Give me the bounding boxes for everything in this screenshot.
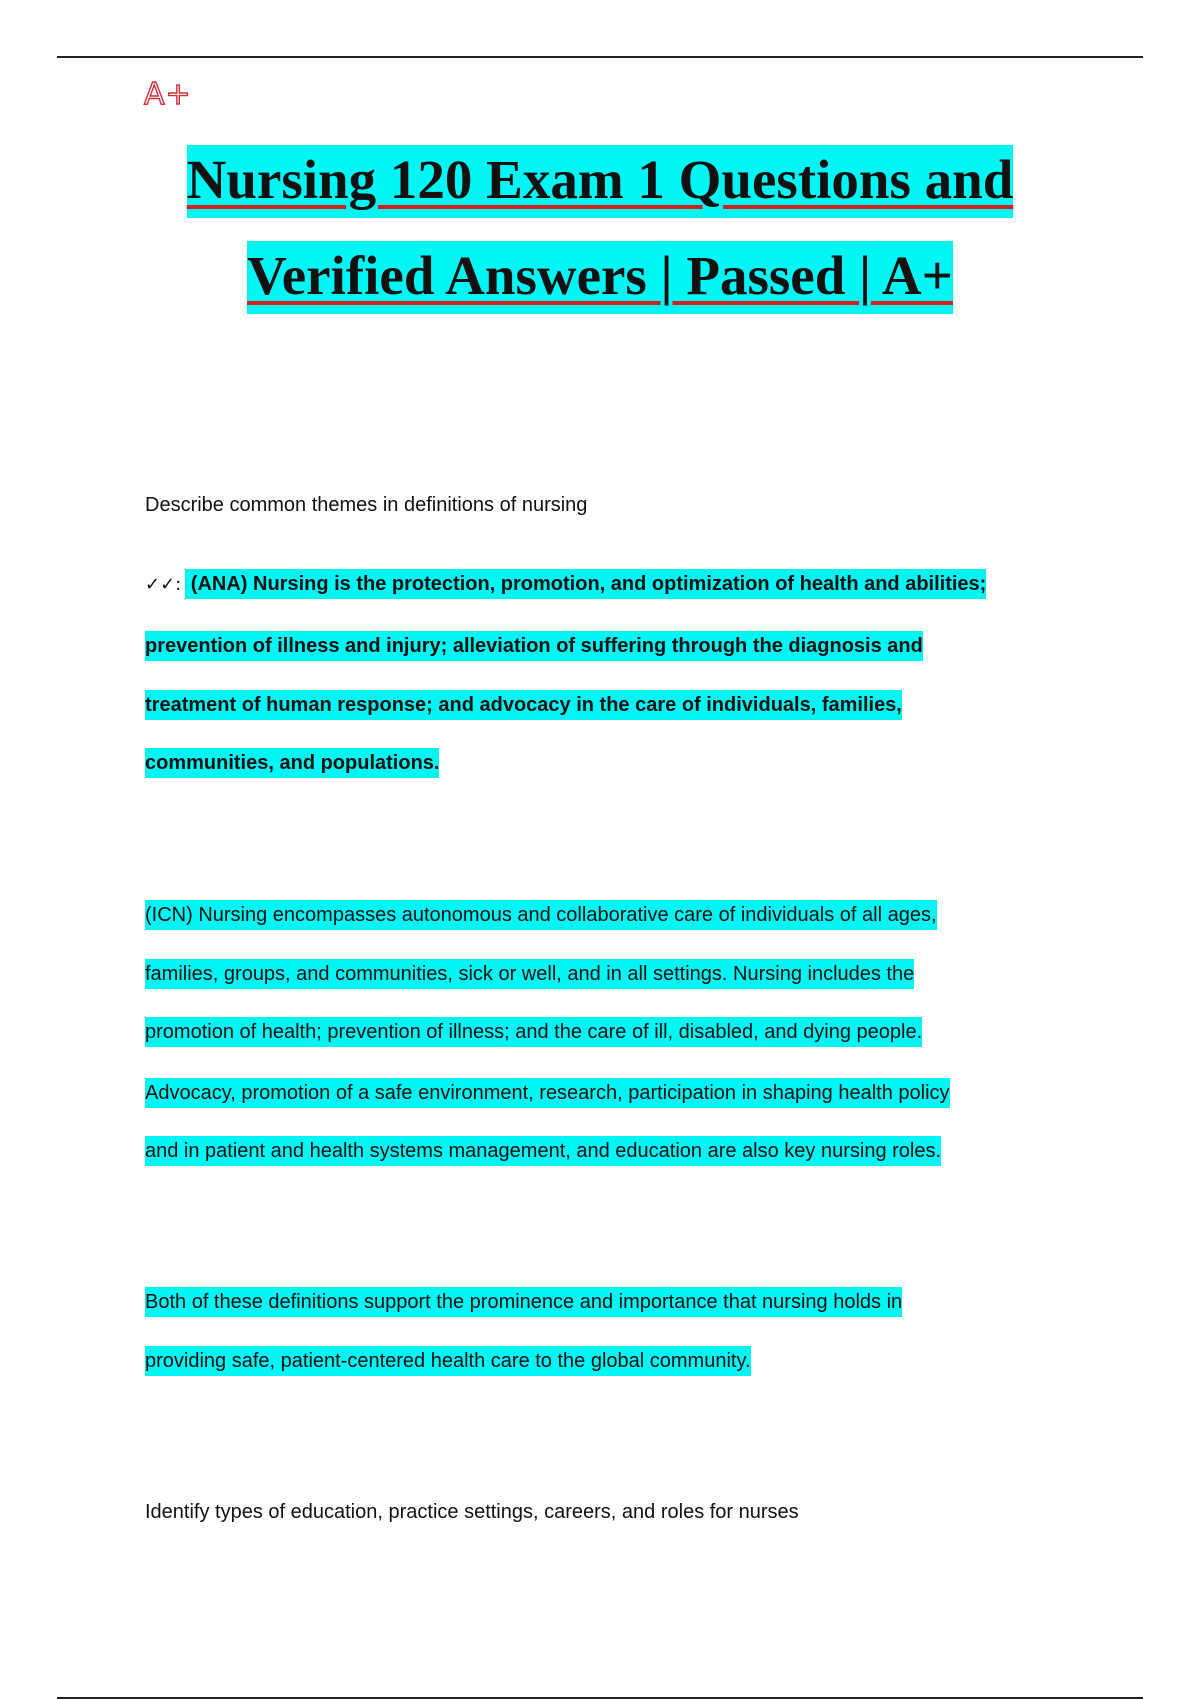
double-check-icon: ✓✓:: [145, 574, 182, 595]
answer-1-ana-line-2: [145, 634, 923, 658]
answer-1-icn-text: Advocacy, promotion of a safe environment, research, participation in shaping health policy: [145, 1078, 950, 1108]
answer-1-icn-text: families, groups, and communities, sick or well, and in all settings. Nursing includes the: [145, 959, 914, 989]
answer-1-summary-text: providing safe, patient-centered health care to the global community.: [145, 1346, 751, 1376]
answer-1-icn-line-5: [145, 1139, 941, 1163]
title-line-1-text: Nursing 120 Exam 1 Questions and: [187, 145, 1014, 218]
document-title-line-1: [0, 149, 1200, 210]
answer-1-icn-text: promotion of health; prevention of illness; and the care of ill, disabled, and dying people.: [145, 1017, 922, 1047]
answer-1-ana-line-1: [145, 572, 986, 597]
answer-1-ana-line-3: [145, 693, 902, 717]
answer-1-ana-text: prevention of illness and injury; alleviation of suffering through the diagnosis and: [145, 631, 923, 661]
answer-1-summary-line-1: [145, 1290, 902, 1314]
a-plus-logo: A+: [144, 77, 192, 112]
answer-1-summary-line-2: [145, 1349, 751, 1373]
answer-1-ana-text: (ANA) Nursing is the protection, promotion, and optimization of health and abilities;: [185, 569, 986, 599]
answer-1-ana-line-4: [145, 751, 439, 775]
answer-1-icn-line-2: [145, 962, 914, 986]
answer-1-ana-text: treatment of human response; and advocacy in the care of individuals, families,: [145, 690, 902, 720]
question-2: Identify types of education, practice settings, careers, and roles for nurses: [145, 1501, 799, 1523]
bottom-rule: [57, 1697, 1143, 1699]
answer-1-icn-line-1: [145, 903, 937, 927]
document-title-line-2: [0, 245, 1200, 306]
top-rule: [57, 56, 1143, 58]
answer-1-icn-line-3: [145, 1020, 922, 1044]
question-1: Describe common themes in definitions of nursing: [145, 494, 588, 516]
answer-1-summary-text: Both of these definitions support the prominence and importance that nursing holds in: [145, 1287, 902, 1317]
answer-1-icn-line-4: [145, 1081, 950, 1105]
answer-1-ana-text: communities, and populations.: [145, 748, 439, 778]
answer-1-icn-text: (ICN) Nursing encompasses autonomous and collaborative care of individuals of all ages,: [145, 900, 937, 930]
title-line-2-text: Verified Answers | Passed | A+: [247, 241, 953, 314]
answer-1-icn-text: and in patient and health systems management, and education are also key nursing roles.: [145, 1136, 941, 1166]
